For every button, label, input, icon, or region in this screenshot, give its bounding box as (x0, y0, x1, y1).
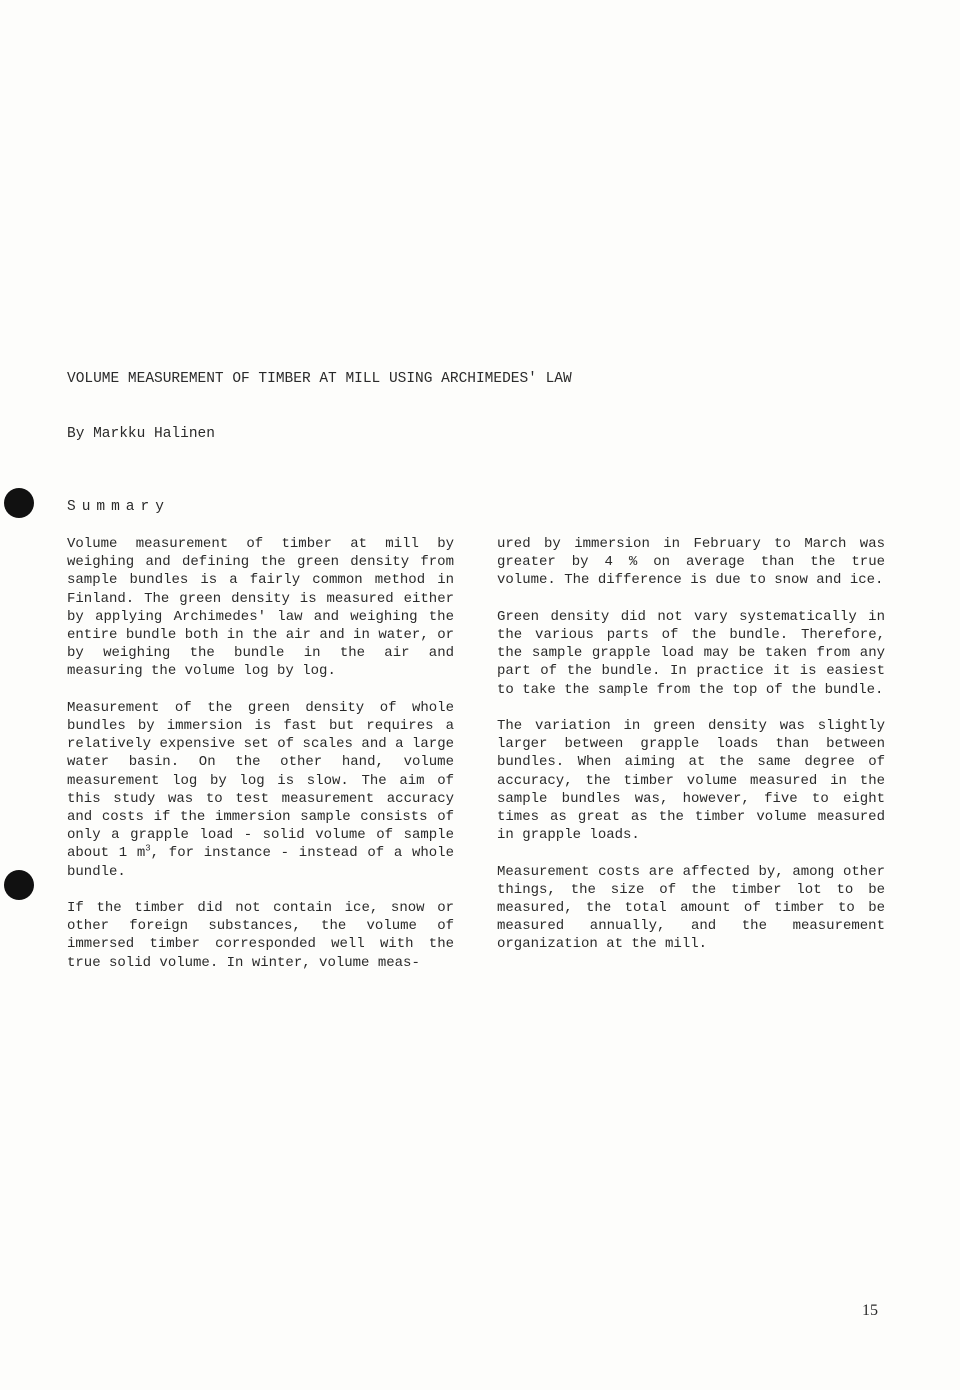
paper-title: VOLUME MEASUREMENT OF TIMBER AT MILL USING ARCHIMEDES' LAW (67, 371, 572, 387)
left-column (67, 535, 454, 990)
right-paragraph-1: ured by immersion in February to March was greater by 4 % on average than the true volume. The difference is due to snow and ice. (497, 536, 885, 589)
left-paragraph-2-text-a: Measurement of the green density of whole bundles by immersion is fast but requires a relatively expensive set of scales and a large water basin. On the other hand, volume measurement log by log is slow. The aim of this study was to test measurement accuracy and costs if the immersion sample consists of only a grapple load - solid volume of sample about 1 m (67, 699, 454, 862)
right-paragraph-3: The variation in green density was slightly larger between grapple loads than between bundles. When aiming at the same degree of accuracy, the timber volume measured in the sample bundles was, however, five to eight times as great as the timber volume measured in grapple loads. (497, 718, 885, 844)
left-paragraph-1: Volume measurement of timber at mill by weighing and defining the green density from sample bundles is a fairly common method in Finland. The green density is measured either by applying Archimedes' law and weighing the entire bundle both in the air and in water, or by weighing the bundle in the air and measuring the volume log by log. (67, 536, 454, 680)
left-paragraph-3: If the timber did not contain ice, snow or other foreign substances, the volume of immersed timber corresponded well with the true solid volume. In winter, volume meas- (67, 900, 454, 971)
right-column (497, 535, 885, 972)
cubic-superscript: 3 (145, 843, 151, 854)
summary-heading: Summary (67, 499, 170, 515)
binder-hole-middle (4, 870, 34, 900)
paper-author: By Markku Halinen (67, 426, 215, 442)
page-number: 15 (862, 1302, 878, 1319)
left-paragraph-2-text-b: , for instance - instead of a whole bundle. (67, 845, 454, 880)
binder-hole-top (4, 488, 34, 518)
left-paragraph-2 (67, 699, 454, 881)
right-paragraph-4: Measurement costs are affected by, among other things, the size of the timber lot to be measured, the total amount of timber to be measured annually, and the measurement organization at the mill. (497, 863, 885, 953)
right-paragraph-2: Green density did not vary systematically in the various parts of the bundle. Therefore, the sample grapple load may be taken from any part of the bundle. In practice it is easiest to take the sample from the top of the bundle. (497, 608, 885, 698)
